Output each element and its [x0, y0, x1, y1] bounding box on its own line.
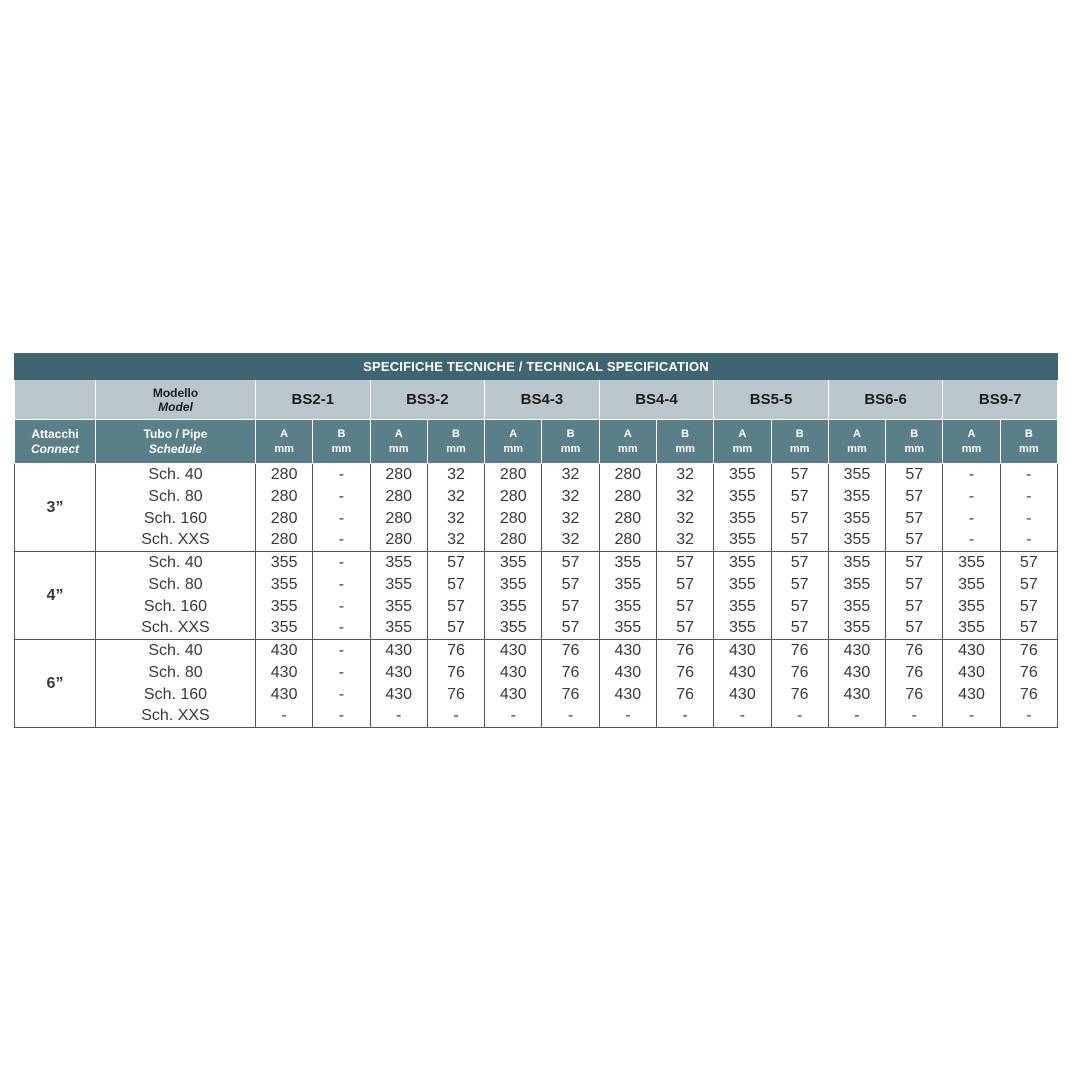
dimension-label: B [795, 427, 804, 440]
value-cell: 57 [1000, 552, 1057, 574]
value-cell: - [313, 486, 370, 508]
value-cell: 76 [771, 662, 828, 684]
dim-b-header [771, 420, 828, 464]
model-name: BS6-6 [828, 380, 943, 420]
title-row [15, 354, 1058, 380]
value-cell: 430 [485, 662, 542, 684]
model-label: Modello [152, 385, 199, 400]
value-cell: 280 [370, 530, 427, 552]
value-cell: 355 [599, 574, 656, 596]
value-cell: 355 [828, 530, 885, 552]
dimension-header-row [15, 420, 1058, 464]
value-cell: 430 [943, 662, 1000, 684]
value-cell: 57 [427, 596, 484, 618]
value-cell: - [656, 706, 713, 728]
value-cell: 355 [256, 574, 313, 596]
model-name: BS5-5 [714, 380, 829, 420]
value-cell: 355 [828, 574, 885, 596]
value-cell: - [256, 706, 313, 728]
value-cell: 280 [256, 486, 313, 508]
connect-size: 3” [15, 464, 96, 552]
value-cell: - [370, 706, 427, 728]
value-cell: 57 [771, 530, 828, 552]
model-name: BS9-7 [943, 380, 1058, 420]
dimension-label: B [910, 427, 919, 440]
model-label-en: Model [158, 399, 193, 414]
value-cell: - [1000, 486, 1057, 508]
schedule-header-cell [96, 420, 256, 464]
dim-b-header [313, 420, 370, 464]
value-cell: 57 [542, 574, 599, 596]
table-row [15, 706, 1058, 728]
value-cell: 57 [886, 464, 943, 486]
value-cell: 430 [485, 640, 542, 662]
value-cell: 430 [828, 662, 885, 684]
value-cell: 355 [714, 464, 771, 486]
value-cell: - [313, 596, 370, 618]
value-cell: 280 [485, 508, 542, 530]
value-cell: 430 [256, 640, 313, 662]
value-cell: 355 [828, 486, 885, 508]
spec-table [14, 353, 1058, 728]
model-name: BS4-4 [599, 380, 714, 420]
value-cell: - [828, 706, 885, 728]
connect-size: 6” [15, 640, 96, 728]
table-row [15, 530, 1058, 552]
schedule-label: Tubo / Pipe [143, 426, 208, 441]
value-cell: 355 [370, 574, 427, 596]
schedule-cell: Sch. 80 [96, 662, 256, 684]
value-cell: 32 [656, 508, 713, 530]
schedule-cell: Sch. 160 [96, 684, 256, 706]
value-cell: 76 [656, 640, 713, 662]
value-cell: 280 [599, 486, 656, 508]
value-cell: 57 [771, 464, 828, 486]
table-row [15, 508, 1058, 530]
value-cell: 76 [656, 684, 713, 706]
value-cell: 76 [656, 662, 713, 684]
value-cell: 57 [886, 530, 943, 552]
value-cell: 32 [427, 508, 484, 530]
model-name: BS3-2 [370, 380, 485, 420]
value-cell: - [313, 618, 370, 640]
value-cell: 355 [828, 464, 885, 486]
unit-label: mm [331, 442, 352, 455]
value-cell: 355 [828, 508, 885, 530]
unit-label: mm [847, 442, 867, 455]
schedule-cell: Sch. 160 [96, 596, 256, 618]
dimension-label: A [280, 427, 289, 440]
connect-header-cell [15, 420, 96, 464]
value-cell: 355 [370, 552, 427, 574]
value-cell: 57 [656, 618, 713, 640]
table-row [15, 552, 1058, 574]
value-cell: - [485, 706, 542, 728]
value-cell: - [1000, 508, 1057, 530]
value-cell: 430 [370, 684, 427, 706]
schedule-cell: Sch. XXS [96, 706, 256, 728]
value-cell: 430 [370, 662, 427, 684]
schedule-cell: Sch. 160 [96, 508, 256, 530]
unit-label: mm [618, 442, 638, 455]
value-cell: - [313, 552, 370, 574]
value-cell: 57 [771, 552, 828, 574]
value-cell: - [1000, 706, 1057, 728]
value-cell: 57 [656, 552, 713, 574]
value-cell: 430 [828, 684, 885, 706]
value-cell: 355 [714, 618, 771, 640]
value-cell: - [313, 640, 370, 662]
schedule-cell: Sch. 40 [96, 464, 256, 486]
value-cell: 355 [828, 618, 885, 640]
value-cell: 57 [656, 574, 713, 596]
table-row [15, 574, 1058, 596]
value-cell: 32 [656, 464, 713, 486]
value-cell: 280 [256, 508, 313, 530]
value-cell: 76 [886, 662, 943, 684]
value-cell: 57 [427, 552, 484, 574]
value-cell: 355 [370, 596, 427, 618]
value-cell: 76 [542, 662, 599, 684]
model-name: BS4-3 [485, 380, 600, 420]
value-cell: - [943, 530, 1000, 552]
dim-a-header [256, 420, 313, 464]
unit-label: mm [560, 442, 581, 455]
value-cell: 57 [1000, 618, 1057, 640]
value-cell: - [1000, 464, 1057, 486]
value-cell: 76 [427, 640, 484, 662]
value-cell: 355 [714, 486, 771, 508]
value-cell: 280 [599, 530, 656, 552]
value-cell: 355 [599, 618, 656, 640]
value-cell: 32 [427, 530, 484, 552]
schedule-cell: Sch. 40 [96, 640, 256, 662]
value-cell: 355 [485, 618, 542, 640]
value-cell: 32 [542, 486, 599, 508]
value-cell: 430 [485, 684, 542, 706]
table-title: SPECIFICHE TECNICHE / TECHNICAL SPECIFICATION [15, 354, 1058, 380]
value-cell: 355 [256, 596, 313, 618]
dimension-label: A [509, 427, 518, 440]
dim-a-header [599, 420, 656, 464]
value-cell: - [886, 706, 943, 728]
value-cell: 355 [714, 596, 771, 618]
value-cell: 355 [599, 552, 656, 574]
unit-label: mm [675, 442, 695, 455]
value-cell: 430 [943, 640, 1000, 662]
value-cell: 355 [943, 596, 1000, 618]
value-cell: 76 [1000, 640, 1057, 662]
dimension-label: B [681, 427, 690, 440]
value-cell: 355 [828, 596, 885, 618]
value-cell: 280 [485, 464, 542, 486]
value-cell: - [943, 486, 1000, 508]
value-cell: 280 [370, 486, 427, 508]
value-cell: 57 [886, 574, 943, 596]
table-row [15, 464, 1058, 486]
value-cell: 355 [943, 552, 1000, 574]
schedule-cell: Sch. 80 [96, 574, 256, 596]
blank-header-cell [15, 380, 96, 420]
value-cell: - [542, 706, 599, 728]
value-cell: 355 [599, 596, 656, 618]
value-cell: - [771, 706, 828, 728]
value-cell: 57 [1000, 596, 1057, 618]
dim-a-header [370, 420, 427, 464]
table-row [15, 684, 1058, 706]
value-cell: 355 [714, 530, 771, 552]
table-row [15, 486, 1058, 508]
dim-b-header [886, 420, 943, 464]
dimension-label: A [394, 427, 403, 440]
value-cell: 57 [542, 552, 599, 574]
value-cell: 57 [886, 596, 943, 618]
unit-label: mm [274, 442, 294, 455]
value-cell: 57 [427, 574, 484, 596]
value-cell: 280 [370, 464, 427, 486]
value-cell: 430 [256, 684, 313, 706]
value-cell: 76 [1000, 662, 1057, 684]
dimension-label: B [452, 427, 460, 440]
value-cell: 76 [771, 640, 828, 662]
value-cell: 430 [256, 662, 313, 684]
value-cell: 57 [886, 486, 943, 508]
value-cell: - [427, 706, 484, 728]
model-name: BS2-1 [256, 380, 371, 420]
value-cell: 355 [485, 552, 542, 574]
value-cell: 76 [886, 640, 943, 662]
value-cell: 280 [485, 530, 542, 552]
value-cell: 76 [542, 684, 599, 706]
dim-b-header [1000, 420, 1057, 464]
dimension-label: B [337, 427, 346, 440]
value-cell: 280 [599, 508, 656, 530]
dimension-label: A [852, 427, 861, 440]
schedule-cell: Sch. 80 [96, 486, 256, 508]
value-cell: - [313, 684, 370, 706]
value-cell: 57 [886, 618, 943, 640]
unit-label: mm [789, 442, 810, 455]
value-cell: 355 [943, 618, 1000, 640]
value-cell: 32 [542, 508, 599, 530]
dim-b-header [656, 420, 713, 464]
unit-label: mm [503, 442, 524, 455]
value-cell: 57 [656, 596, 713, 618]
value-cell: 430 [599, 684, 656, 706]
value-cell: - [943, 508, 1000, 530]
value-cell: 430 [714, 684, 771, 706]
value-cell: 430 [370, 640, 427, 662]
value-cell: 57 [886, 552, 943, 574]
value-cell: 355 [485, 574, 542, 596]
dimension-label: B [566, 427, 575, 440]
value-cell: 76 [427, 684, 484, 706]
value-cell: 280 [370, 508, 427, 530]
value-cell: 76 [427, 662, 484, 684]
schedule-cell: Sch. XXS [96, 530, 256, 552]
value-cell: 57 [771, 508, 828, 530]
value-cell: - [1000, 530, 1057, 552]
model-header-row [15, 380, 1058, 420]
dim-a-header [714, 420, 771, 464]
value-cell: 280 [256, 530, 313, 552]
value-cell: 76 [771, 684, 828, 706]
table-row [15, 640, 1058, 662]
value-cell: 280 [599, 464, 656, 486]
value-cell: 430 [714, 662, 771, 684]
dimension-label: B [1024, 427, 1033, 440]
value-cell: 32 [542, 530, 599, 552]
value-cell: - [599, 706, 656, 728]
value-cell: 57 [771, 618, 828, 640]
value-cell: - [943, 464, 1000, 486]
dim-a-header [943, 420, 1000, 464]
value-cell: 430 [943, 684, 1000, 706]
unit-label: mm [904, 442, 925, 455]
value-cell: 57 [1000, 574, 1057, 596]
value-cell: 355 [828, 552, 885, 574]
value-cell: - [313, 508, 370, 530]
dim-b-header [542, 420, 599, 464]
dimension-label: A [738, 427, 747, 440]
value-cell: 430 [599, 640, 656, 662]
value-cell: 76 [1000, 684, 1057, 706]
value-cell: 57 [771, 596, 828, 618]
dimension-label: A [967, 427, 976, 440]
value-cell: 355 [256, 552, 313, 574]
value-cell: - [313, 574, 370, 596]
value-cell: 430 [828, 640, 885, 662]
schedule-cell: Sch. 40 [96, 552, 256, 574]
value-cell: 57 [542, 596, 599, 618]
value-cell: - [313, 706, 370, 728]
value-cell: 57 [771, 486, 828, 508]
value-cell: 355 [714, 552, 771, 574]
value-cell: 32 [427, 486, 484, 508]
value-cell: 57 [771, 574, 828, 596]
value-cell: 280 [256, 464, 313, 486]
value-cell: 76 [542, 640, 599, 662]
value-cell: 280 [485, 486, 542, 508]
value-cell: 32 [656, 530, 713, 552]
dim-a-header [828, 420, 885, 464]
unit-label: mm [732, 442, 753, 455]
connect-label-en: Connect [31, 441, 79, 456]
value-cell: 32 [427, 464, 484, 486]
value-cell: 355 [370, 618, 427, 640]
value-cell: 355 [256, 618, 313, 640]
value-cell: 57 [542, 618, 599, 640]
connect-label: Attacchi [31, 426, 79, 441]
table-row [15, 662, 1058, 684]
value-cell: 355 [943, 574, 1000, 596]
value-cell: 355 [485, 596, 542, 618]
connect-size: 4” [15, 552, 96, 640]
schedule-label-en: Schedule [148, 441, 203, 456]
dim-b-header [427, 420, 484, 464]
value-cell: - [313, 662, 370, 684]
value-cell: 355 [714, 508, 771, 530]
dim-a-header [485, 420, 542, 464]
unit-label: mm [1019, 442, 1039, 455]
value-cell: - [313, 464, 370, 486]
table-row [15, 596, 1058, 618]
unit-label: mm [961, 442, 982, 455]
value-cell: - [943, 706, 1000, 728]
unit-label: mm [446, 442, 466, 455]
model-header-cell [96, 380, 256, 420]
table-row [15, 618, 1058, 640]
value-cell: 32 [542, 464, 599, 486]
value-cell: 57 [427, 618, 484, 640]
value-cell: 76 [886, 684, 943, 706]
value-cell: 32 [656, 486, 713, 508]
value-cell: - [313, 530, 370, 552]
value-cell: 355 [714, 574, 771, 596]
unit-label: mm [388, 442, 409, 455]
value-cell: 430 [714, 640, 771, 662]
schedule-cell: Sch. XXS [96, 618, 256, 640]
value-cell: 430 [599, 662, 656, 684]
value-cell: - [714, 706, 771, 728]
dimension-label: A [623, 427, 632, 440]
value-cell: 57 [886, 508, 943, 530]
